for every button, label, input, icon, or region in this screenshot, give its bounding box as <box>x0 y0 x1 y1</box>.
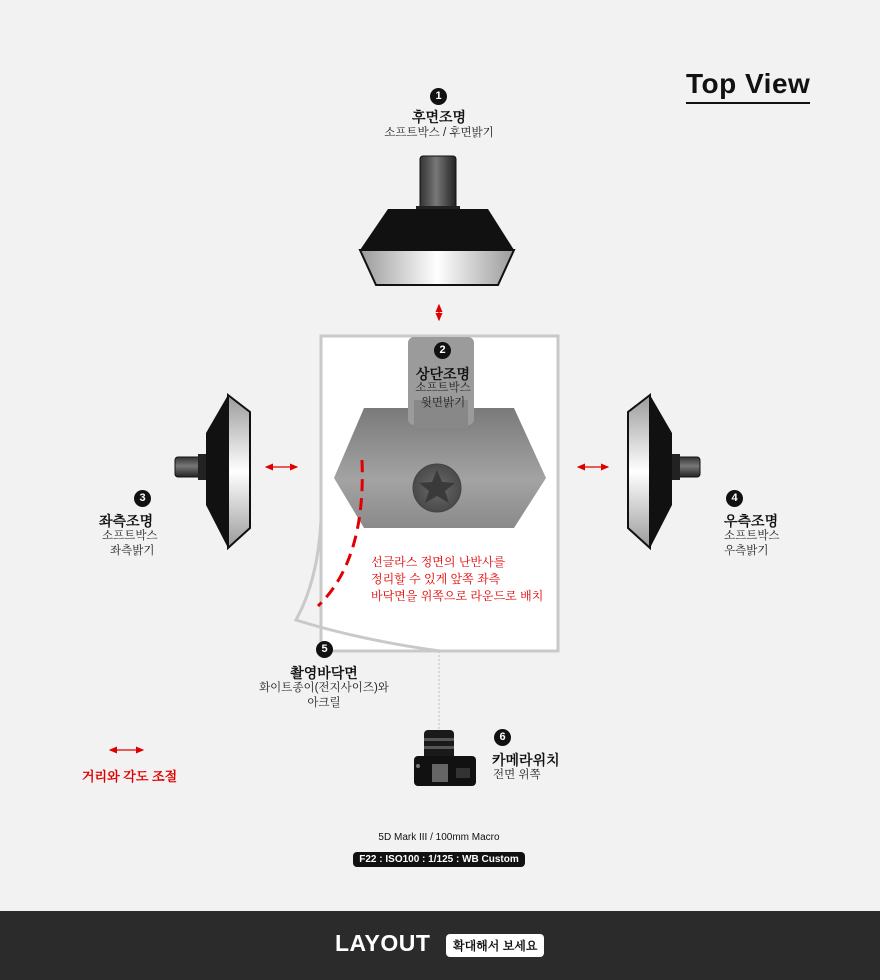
right-light-name: 우측조명 <box>724 513 779 529</box>
back-light-name: 후면조명 <box>411 109 467 125</box>
exposure-spec: F22 : ISO100 : 1/125 : WB Custom <box>353 852 525 867</box>
floor-desc-1: 화이트종이(전지사이즈)와 <box>259 682 389 694</box>
camera-name: 카메라위치 <box>492 752 560 768</box>
back-light-number: 1 <box>430 88 447 105</box>
left-light-desc-2: 좌측밝기 <box>110 545 155 557</box>
exposure-spec-wrap <box>339 849 539 867</box>
footer-title: LAYOUT <box>335 930 431 956</box>
right-softbox-icon <box>628 395 700 548</box>
back-light-desc: 소프트박스 / 후면밝기 <box>384 127 494 139</box>
left-light-desc-1: 소프트박스 <box>102 530 158 542</box>
floor-desc-2: 아크릴 <box>307 697 341 709</box>
right-light-desc-1: 소프트박스 <box>724 530 780 542</box>
top-light-name: 상단조명 <box>415 366 471 382</box>
footer-bar <box>0 911 880 980</box>
camera-number: 6 <box>494 729 511 746</box>
left-softbox-icon <box>175 395 250 548</box>
back-softbox-icon <box>360 156 514 285</box>
note-line-3: 바닥면을 위쪽으로 라운드로 배치 <box>371 589 544 603</box>
legend-text: 거리와 각도 조절 <box>82 769 178 784</box>
top-light-desc-1: 소프트박스 <box>415 382 471 394</box>
floor-name: 촬영바닥면 <box>290 665 358 681</box>
camera-icon <box>414 730 476 786</box>
right-light-desc-2: 우측밝기 <box>724 545 769 557</box>
note-line-2: 정리할 수 있게 앞쪽 좌측 <box>371 572 501 586</box>
zoom-button[interactable]: 확대해서 보세요 <box>446 934 544 957</box>
right-light-number: 4 <box>726 490 743 507</box>
left-light-name: 좌측조명 <box>99 513 154 529</box>
top-light-number: 2 <box>434 342 451 359</box>
note-line-1: 선글라스 정면의 난반사를 <box>371 555 506 569</box>
camera-desc: 전면 위쪽 <box>493 769 541 781</box>
view-title: Top View <box>686 68 810 104</box>
floor-number: 5 <box>316 641 333 658</box>
camera-spec: 5D Mark III / 100mm Macro <box>378 832 500 843</box>
top-light-desc-2: 윗면밝기 <box>420 397 466 409</box>
left-light-number: 3 <box>134 490 151 507</box>
